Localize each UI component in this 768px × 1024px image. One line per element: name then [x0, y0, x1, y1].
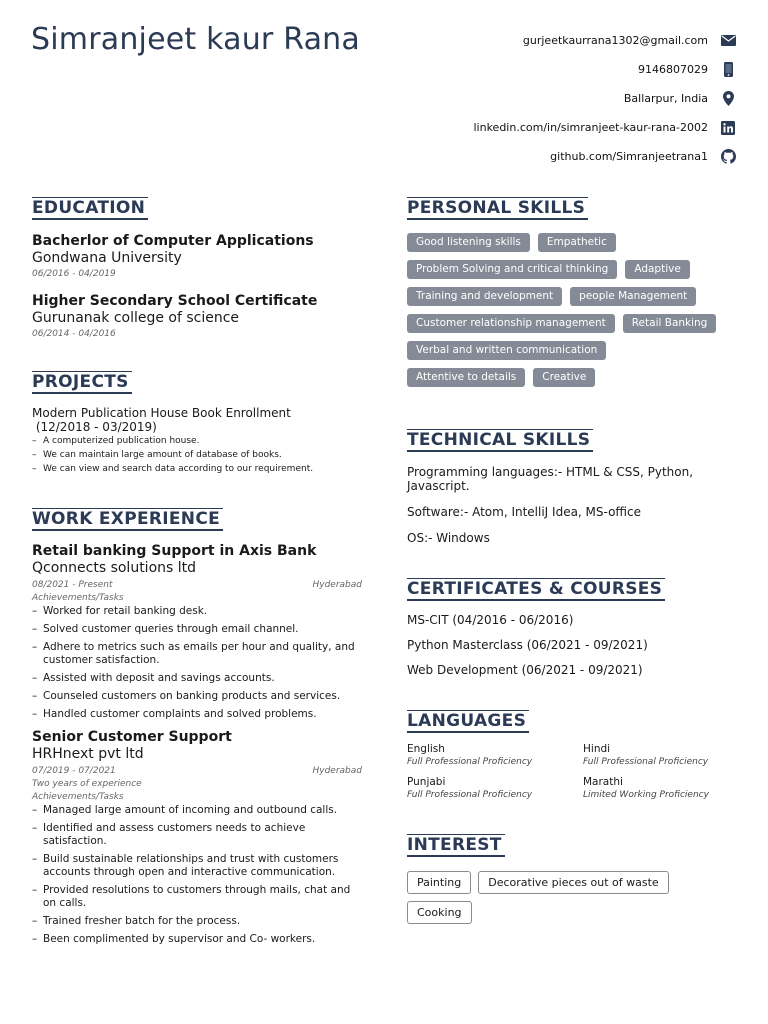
- skill-tag: Retail Banking: [623, 314, 717, 333]
- job-location: Hyderabad: [312, 580, 362, 590]
- envelope-icon: [720, 33, 736, 49]
- skill-tag: Empathetic: [538, 233, 616, 252]
- language-item: [407, 743, 583, 769]
- list-item: – We can view and search data according to our requirement.: [32, 462, 362, 476]
- institution: Gondwana University: [32, 250, 182, 266]
- list-item: – Been complimented by supervisor and Co- workers.: [32, 933, 362, 946]
- language-name: Hindi: [583, 743, 611, 755]
- education-dates: 06/2016 - 04/2019: [32, 269, 116, 279]
- technical-skills-heading: TECHNICAL SKILLS: [407, 429, 593, 452]
- phone-text: 9146807029: [638, 63, 708, 76]
- language-level: Full Professional Proficiency: [407, 757, 533, 767]
- projects-section: [32, 371, 362, 476]
- github-icon: [720, 149, 736, 165]
- degree: Bacherlor of Computer Applications: [32, 233, 314, 249]
- projects-heading: PROJECTS: [32, 371, 132, 394]
- location-text: Ballarpur, India: [623, 92, 708, 105]
- achievements-label: Achievements/Tasks: [32, 593, 124, 603]
- work-experience-section: [32, 508, 362, 946]
- github-text[interactable]: github.com/Simranjeetrana1: [550, 150, 708, 163]
- education-dates: 06/2014 - 04/2016: [32, 329, 116, 339]
- right-column: [407, 197, 737, 931]
- email-text: gurjeetkaurrana1302@gmail.com: [522, 34, 708, 47]
- job-position: Senior Customer Support: [32, 729, 232, 745]
- contact-phone: [474, 55, 737, 84]
- language-item: [583, 743, 733, 769]
- skill-tag: Good listening skills: [407, 233, 530, 252]
- project-dates: (12/2018 - 03/2019): [32, 420, 157, 434]
- job-dates: 08/2021 - Present: [32, 580, 113, 590]
- list-item: – Solved customer queries through email channel.: [32, 623, 362, 636]
- contact-location: [474, 84, 737, 113]
- project-title: Modern Publication House Book Enrollment: [32, 406, 291, 420]
- job-position: Retail banking Support in Axis Bank: [32, 543, 317, 559]
- certificates-section: [407, 578, 737, 677]
- skill-tag: Customer relationship management: [407, 314, 615, 333]
- skill-tag: Creative: [533, 368, 595, 387]
- personal-skills-heading: PERSONAL SKILLS: [407, 197, 588, 220]
- contact-github: [474, 142, 737, 171]
- resume-name: Simranjeet kaur Rana: [31, 22, 360, 57]
- skill-tag: Training and development: [407, 287, 562, 306]
- job-meta: [32, 579, 362, 592]
- list-item: – Provided resolutions to customers through mails, chat and on calls.: [32, 884, 362, 910]
- job-bullets: [32, 605, 362, 721]
- left-column: [32, 197, 362, 951]
- interest-chips: [407, 871, 737, 931]
- list-item: – Counseled customers on banking products and services.: [32, 690, 362, 703]
- location-pin-icon: [720, 91, 736, 107]
- project-bullets: [32, 434, 362, 476]
- list-item: – Assisted with deposit and savings accounts.: [32, 672, 362, 685]
- interest-chip: Decorative pieces out of waste: [478, 871, 668, 894]
- interest-heading: INTEREST: [407, 834, 505, 857]
- language-item: [583, 776, 733, 802]
- certificate-item: Web Development (06/2021 - 09/2021): [407, 663, 643, 677]
- certificates-heading: CERTIFICATES & COURSES: [407, 578, 665, 601]
- tech-skill-line: OS:- Windows: [407, 531, 490, 545]
- language-name: Marathi: [583, 776, 623, 788]
- list-item: – Adhere to metrics such as emails per hour and quality, and customer satisfaction.: [32, 641, 362, 667]
- language-level: Limited Working Proficiency: [583, 790, 709, 800]
- skill-tag: Attentive to details: [407, 368, 525, 387]
- job-meta: [32, 765, 362, 778]
- skill-tags: [407, 233, 737, 395]
- interest-section: [407, 834, 737, 931]
- language-name: Punjabi: [407, 776, 446, 788]
- certificate-item: MS-CIT (04/2016 - 06/2016): [407, 613, 574, 627]
- achievements-label: Achievements/Tasks: [32, 792, 124, 802]
- job-dates: 07/2019 - 07/2021: [32, 766, 116, 776]
- degree: Higher Secondary School Certificate: [32, 293, 318, 309]
- education-section: [32, 197, 362, 339]
- list-item: – Trained fresher batch for the process.: [32, 915, 362, 928]
- job-bullets: [32, 804, 362, 946]
- skill-tag: Verbal and written communication: [407, 341, 606, 360]
- contact-list: [474, 26, 737, 171]
- company-name: Qconnects solutions ltd: [32, 560, 197, 576]
- job-note: Two years of experience: [32, 779, 142, 789]
- education-heading: EDUCATION: [32, 197, 148, 220]
- personal-skills-section: [407, 197, 737, 395]
- language-level: Full Professional Proficiency: [583, 757, 709, 767]
- languages-heading: LANGUAGES: [407, 710, 529, 733]
- project-item: [32, 406, 362, 476]
- skill-tag: Adaptive: [625, 260, 689, 279]
- list-item: – Handled customer complaints and solved problems.: [32, 708, 362, 721]
- phone-icon: [720, 62, 736, 78]
- education-item: [32, 233, 362, 279]
- technical-skills-section: [407, 429, 737, 545]
- contact-email: [474, 26, 737, 55]
- tech-skill-line: Programming languages:- HTML & CSS, Python, Javascript.: [407, 465, 694, 493]
- job-location: Hyderabad: [312, 766, 362, 776]
- linkedin-text[interactable]: linkedin.com/in/simranjeet-kaur-rana-2002: [473, 121, 708, 134]
- language-item: [407, 776, 583, 802]
- list-item: – Identified and assess customers needs to achieve satisfaction.: [32, 822, 362, 848]
- tech-skill-line: Software:- Atom, IntelliJ Idea, MS-office: [407, 505, 642, 519]
- work-experience-heading: WORK EXPERIENCE: [32, 508, 223, 531]
- list-item: – Build sustainable relationships and trust with customers accounts through open and interactive communication.: [32, 853, 362, 879]
- skill-tag: people Management: [570, 287, 696, 306]
- company-name: HRHnext pvt ltd: [32, 746, 144, 762]
- language-grid: [407, 743, 737, 802]
- job-item: [32, 729, 362, 946]
- contact-linkedin: [474, 113, 737, 142]
- list-item: – Managed large amount of incoming and outbound calls.: [32, 804, 362, 817]
- skill-tag: Problem Solving and critical thinking: [407, 260, 617, 279]
- language-name: English: [407, 743, 445, 755]
- list-item: – A computerized publication house.: [32, 434, 362, 448]
- linkedin-icon: [720, 120, 736, 136]
- language-level: Full Professional Proficiency: [407, 790, 533, 800]
- languages-section: [407, 710, 737, 802]
- job-item: [32, 543, 362, 721]
- interest-chip: Cooking: [407, 901, 472, 924]
- list-item: – We can maintain large amount of database of books.: [32, 448, 362, 462]
- education-item: [32, 293, 362, 339]
- interest-chip: Painting: [407, 871, 471, 894]
- list-item: – Worked for retail banking desk.: [32, 605, 362, 618]
- certificate-item: Python Masterclass (06/2021 - 09/2021): [407, 638, 648, 652]
- institution: Gurunanak college of science: [32, 310, 240, 326]
